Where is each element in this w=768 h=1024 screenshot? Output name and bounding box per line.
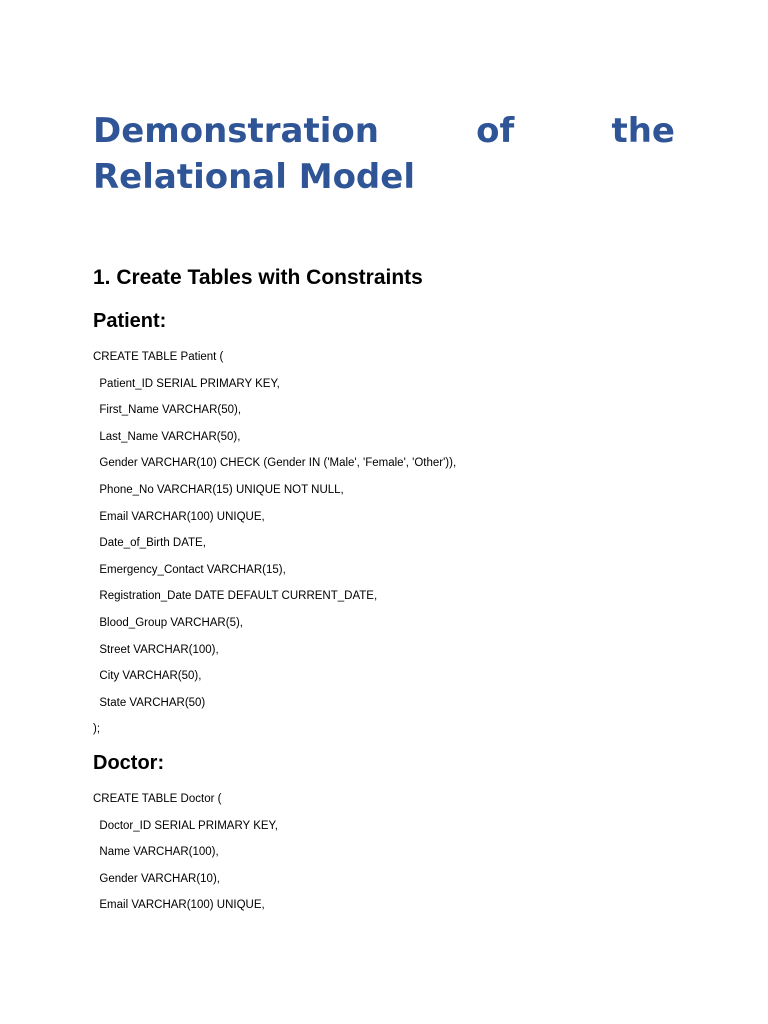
code-line: Emergency_Contact VARCHAR(15),	[93, 563, 286, 576]
title-line-2	[93, 154, 675, 200]
code-line: Doctor_ID SERIAL PRIMARY KEY,	[93, 819, 278, 832]
code-line: Patient_ID SERIAL PRIMARY KEY,	[93, 377, 280, 390]
code-line: CREATE TABLE Doctor (	[93, 793, 222, 805]
code-line: Email VARCHAR(100) UNIQUE,	[93, 510, 265, 523]
document-page	[93, 108, 675, 912]
code-line: Date_of_Birth DATE,	[93, 537, 206, 550]
title-word-demonstration: Demonstration	[93, 111, 379, 151]
code-line: First_Name VARCHAR(50),	[93, 404, 242, 417]
title-word-of: of	[476, 111, 515, 151]
code-line: );	[93, 723, 101, 736]
code-line: Gender VARCHAR(10) CHECK (Gender IN ('Male', 'Female', 'Other')),	[93, 457, 457, 470]
document-title	[93, 108, 675, 200]
code-line: City VARCHAR(50),	[93, 670, 202, 683]
code-line: Registration_Date DATE DEFAULT CURRENT_DATE,	[93, 590, 378, 603]
title-line-2-text: Relational Model	[93, 157, 415, 197]
doctor-heading: Doctor:	[93, 752, 165, 774]
code-line: State VARCHAR(50)	[93, 696, 206, 709]
code-line: Phone_No VARCHAR(15) UNIQUE NOT NULL,	[93, 483, 344, 496]
title-line-1	[93, 108, 675, 154]
code-line: Email VARCHAR(100) UNIQUE,	[93, 899, 265, 912]
code-line: Blood_Group VARCHAR(5),	[93, 616, 243, 629]
section-heading-create-tables: 1. Create Tables with Constraints	[93, 266, 423, 289]
patient-create-table-code	[93, 344, 693, 743]
code-line: Gender VARCHAR(10),	[93, 872, 220, 885]
doctor-create-table-code	[93, 786, 693, 919]
code-line: CREATE TABLE Patient (	[93, 351, 224, 363]
code-line: Name VARCHAR(100),	[93, 846, 219, 859]
patient-heading: Patient:	[93, 310, 167, 332]
code-line: Last_Name VARCHAR(50),	[93, 430, 241, 443]
code-line: Street VARCHAR(100),	[93, 643, 219, 656]
title-word-the: the	[611, 111, 675, 151]
